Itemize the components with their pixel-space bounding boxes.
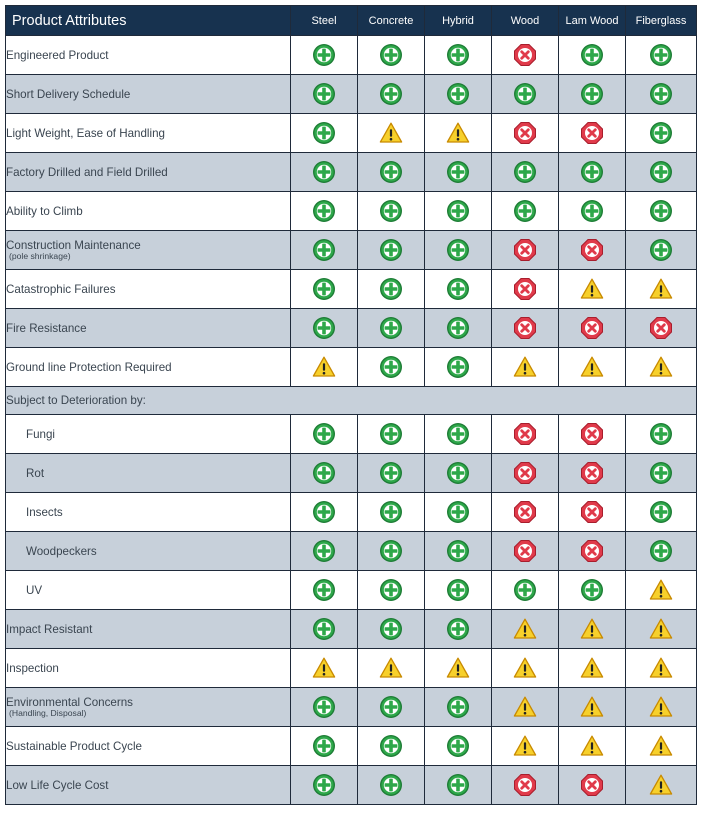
rating-cell-concrete	[358, 36, 425, 75]
rating-cell-lam-wood	[559, 75, 626, 114]
plus-circle-icon	[649, 160, 673, 184]
rating-cell-steel	[291, 727, 358, 766]
plus-circle-icon	[446, 422, 470, 446]
row-label: Ability to Climb	[6, 204, 83, 218]
row-label: Light Weight, Ease of Handling	[6, 126, 165, 140]
rating-cell-lam-wood	[559, 493, 626, 532]
rating-cell-lam-wood	[559, 649, 626, 688]
rating-cell-concrete	[358, 348, 425, 387]
rating-cell-concrete	[358, 75, 425, 114]
rating-cell-concrete	[358, 153, 425, 192]
plus-circle-icon	[580, 578, 604, 602]
rating-cell-hybrid	[425, 114, 492, 153]
plus-circle-icon	[312, 695, 336, 719]
plus-circle-icon	[312, 199, 336, 223]
rating-cell-lam-wood	[559, 610, 626, 649]
row-label-cell	[6, 571, 291, 610]
plus-circle-icon	[379, 734, 403, 758]
rating-cell-fiberglass	[626, 75, 697, 114]
plus-circle-icon	[446, 773, 470, 797]
plus-circle-icon	[513, 199, 537, 223]
rating-cell-steel	[291, 114, 358, 153]
column-header-concrete: Concrete	[358, 6, 425, 36]
plus-circle-icon	[446, 578, 470, 602]
rating-cell-steel	[291, 348, 358, 387]
table-row	[6, 114, 697, 153]
rating-cell-wood	[492, 649, 559, 688]
table-row	[6, 454, 697, 493]
plus-circle-icon	[649, 238, 673, 262]
rating-cell-fiberglass	[626, 688, 697, 727]
x-octagon-icon	[580, 500, 604, 524]
row-label: Impact Resistant	[6, 622, 93, 636]
rating-cell-hybrid	[425, 153, 492, 192]
rating-cell-lam-wood	[559, 36, 626, 75]
rating-cell-wood	[492, 688, 559, 727]
rating-cell-fiberglass	[626, 727, 697, 766]
column-header-wood: Wood	[492, 6, 559, 36]
rating-cell-concrete	[358, 649, 425, 688]
plus-circle-icon	[446, 539, 470, 563]
plus-circle-icon	[446, 316, 470, 340]
plus-circle-icon	[649, 121, 673, 145]
section-row	[6, 387, 697, 415]
rating-cell-wood	[492, 231, 559, 270]
plus-circle-icon	[446, 461, 470, 485]
plus-circle-icon	[312, 43, 336, 67]
rating-cell-lam-wood	[559, 114, 626, 153]
row-label-cell	[6, 532, 291, 571]
rating-cell-hybrid	[425, 454, 492, 493]
plus-circle-icon	[379, 199, 403, 223]
rating-cell-concrete	[358, 192, 425, 231]
table-row	[6, 348, 697, 387]
row-label-cell	[6, 270, 291, 309]
column-header-hybrid: Hybrid	[425, 6, 492, 36]
rating-cell-wood	[492, 610, 559, 649]
rating-cell-fiberglass	[626, 415, 697, 454]
rating-cell-wood	[492, 571, 559, 610]
warning-triangle-icon	[312, 656, 336, 680]
row-label: Environmental Concerns	[6, 696, 133, 709]
plus-circle-icon	[312, 277, 336, 301]
x-octagon-icon	[580, 539, 604, 563]
rating-cell-concrete	[358, 415, 425, 454]
x-octagon-icon	[513, 500, 537, 524]
table-row	[6, 649, 697, 688]
rating-cell-hybrid	[425, 415, 492, 454]
plus-circle-icon	[379, 316, 403, 340]
rating-cell-steel	[291, 192, 358, 231]
plus-circle-icon	[446, 82, 470, 106]
table-row	[6, 36, 697, 75]
warning-triangle-icon	[580, 734, 604, 758]
rating-cell-wood	[492, 727, 559, 766]
rating-cell-steel	[291, 532, 358, 571]
plus-circle-icon	[379, 461, 403, 485]
x-octagon-icon	[513, 461, 537, 485]
rating-cell-concrete	[358, 270, 425, 309]
rating-cell-wood	[492, 192, 559, 231]
rating-cell-hybrid	[425, 36, 492, 75]
rating-cell-steel	[291, 153, 358, 192]
row-label-cell	[6, 75, 291, 114]
warning-triangle-icon	[580, 277, 604, 301]
rating-cell-lam-wood	[559, 532, 626, 571]
rating-cell-steel	[291, 454, 358, 493]
x-octagon-icon	[513, 238, 537, 262]
header-row	[6, 6, 697, 36]
rating-cell-lam-wood	[559, 153, 626, 192]
x-octagon-icon	[580, 238, 604, 262]
x-octagon-icon	[513, 121, 537, 145]
rating-cell-steel	[291, 493, 358, 532]
rating-cell-lam-wood	[559, 766, 626, 805]
warning-triangle-icon	[580, 617, 604, 641]
rating-cell-fiberglass	[626, 36, 697, 75]
table-row	[6, 75, 697, 114]
row-label: Short Delivery Schedule	[6, 87, 131, 101]
rating-cell-hybrid	[425, 231, 492, 270]
plus-circle-icon	[312, 773, 336, 797]
plus-circle-icon	[379, 500, 403, 524]
plus-circle-icon	[312, 121, 336, 145]
warning-triangle-icon	[580, 355, 604, 379]
warning-triangle-icon	[649, 695, 673, 719]
plus-circle-icon	[446, 617, 470, 641]
rating-cell-concrete	[358, 231, 425, 270]
row-label: Fire Resistance	[6, 321, 87, 335]
rating-cell-fiberglass	[626, 454, 697, 493]
plus-circle-icon	[379, 238, 403, 262]
table-row	[6, 571, 697, 610]
row-label-cell	[6, 493, 291, 532]
x-octagon-icon	[580, 773, 604, 797]
rating-cell-wood	[492, 454, 559, 493]
x-octagon-icon	[513, 277, 537, 301]
plus-circle-icon	[580, 160, 604, 184]
plus-circle-icon	[312, 578, 336, 602]
rating-cell-wood	[492, 75, 559, 114]
table-row	[6, 766, 697, 805]
rating-cell-lam-wood	[559, 270, 626, 309]
rating-cell-lam-wood	[559, 454, 626, 493]
rating-cell-hybrid	[425, 727, 492, 766]
x-octagon-icon	[513, 422, 537, 446]
rating-cell-hybrid	[425, 270, 492, 309]
warning-triangle-icon	[312, 355, 336, 379]
row-label: Low Life Cycle Cost	[6, 778, 109, 792]
plus-circle-icon	[379, 82, 403, 106]
table-row	[6, 727, 697, 766]
warning-triangle-icon	[513, 617, 537, 641]
plus-circle-icon	[649, 461, 673, 485]
warning-triangle-icon	[649, 355, 673, 379]
plus-circle-icon	[312, 316, 336, 340]
column-header-lam-wood: Lam Wood	[559, 6, 626, 36]
plus-circle-icon	[649, 199, 673, 223]
rating-cell-fiberglass	[626, 610, 697, 649]
plus-circle-icon	[312, 82, 336, 106]
warning-triangle-icon	[513, 734, 537, 758]
row-label-cell	[6, 348, 291, 387]
warning-triangle-icon	[649, 578, 673, 602]
rating-cell-hybrid	[425, 649, 492, 688]
plus-circle-icon	[379, 539, 403, 563]
row-label-cell	[6, 36, 291, 75]
rating-cell-wood	[492, 270, 559, 309]
plus-circle-icon	[379, 617, 403, 641]
rating-cell-fiberglass	[626, 532, 697, 571]
plus-circle-icon	[580, 199, 604, 223]
rating-cell-fiberglass	[626, 309, 697, 348]
warning-triangle-icon	[649, 773, 673, 797]
x-octagon-icon	[580, 461, 604, 485]
warning-triangle-icon	[513, 355, 537, 379]
rating-cell-wood	[492, 415, 559, 454]
rating-cell-wood	[492, 36, 559, 75]
rating-cell-hybrid	[425, 348, 492, 387]
rating-cell-concrete	[358, 309, 425, 348]
column-header-steel: Steel	[291, 6, 358, 36]
plus-circle-icon	[446, 160, 470, 184]
section-label: Subject to Deterioration by:	[6, 387, 697, 415]
warning-triangle-icon	[513, 656, 537, 680]
row-label: Construction Maintenance	[6, 239, 141, 252]
rating-cell-concrete	[358, 571, 425, 610]
rating-cell-concrete	[358, 493, 425, 532]
plus-circle-icon	[312, 500, 336, 524]
row-label-cell	[6, 153, 291, 192]
rating-cell-wood	[492, 153, 559, 192]
rating-cell-wood	[492, 348, 559, 387]
rating-cell-hybrid	[425, 493, 492, 532]
x-octagon-icon	[513, 43, 537, 67]
row-label: Woodpeckers	[26, 544, 97, 558]
plus-circle-icon	[379, 695, 403, 719]
rating-cell-wood	[492, 493, 559, 532]
warning-triangle-icon	[379, 656, 403, 680]
plus-circle-icon	[446, 695, 470, 719]
rating-cell-hybrid	[425, 192, 492, 231]
plus-circle-icon	[446, 238, 470, 262]
rating-cell-concrete	[358, 532, 425, 571]
warning-triangle-icon	[446, 121, 470, 145]
rating-cell-lam-wood	[559, 348, 626, 387]
rating-cell-lam-wood	[559, 688, 626, 727]
warning-triangle-icon	[649, 734, 673, 758]
rating-cell-concrete	[358, 114, 425, 153]
rating-cell-hybrid	[425, 75, 492, 114]
row-label: Factory Drilled and Field Drilled	[6, 165, 168, 179]
plus-circle-icon	[312, 617, 336, 641]
column-header-fiberglass: Fiberglass	[626, 6, 697, 36]
warning-triangle-icon	[580, 656, 604, 680]
rating-cell-steel	[291, 766, 358, 805]
table-body	[6, 36, 697, 805]
rating-cell-wood	[492, 532, 559, 571]
plus-circle-icon	[649, 500, 673, 524]
row-label-cell	[6, 649, 291, 688]
plus-circle-icon	[446, 734, 470, 758]
warning-triangle-icon	[580, 695, 604, 719]
plus-circle-icon	[513, 160, 537, 184]
row-label-cell	[6, 415, 291, 454]
row-label-cell	[6, 114, 291, 153]
row-label-cell	[6, 610, 291, 649]
table-row	[6, 153, 697, 192]
row-label: Catastrophic Failures	[6, 282, 116, 296]
rating-cell-steel	[291, 309, 358, 348]
plus-circle-icon	[312, 734, 336, 758]
plus-circle-icon	[379, 160, 403, 184]
warning-triangle-icon	[649, 656, 673, 680]
table-row	[6, 309, 697, 348]
rating-cell-steel	[291, 610, 358, 649]
plus-circle-icon	[312, 422, 336, 446]
rating-cell-fiberglass	[626, 192, 697, 231]
plus-circle-icon	[312, 539, 336, 563]
plus-circle-icon	[649, 43, 673, 67]
plus-circle-icon	[513, 578, 537, 602]
row-label: Engineered Product	[6, 48, 109, 62]
rating-cell-concrete	[358, 688, 425, 727]
rating-cell-fiberglass	[626, 231, 697, 270]
plus-circle-icon	[513, 82, 537, 106]
plus-circle-icon	[379, 43, 403, 67]
plus-circle-icon	[379, 422, 403, 446]
plus-circle-icon	[580, 82, 604, 106]
table-row	[6, 192, 697, 231]
warning-triangle-icon	[379, 121, 403, 145]
row-label-cell	[6, 309, 291, 348]
rating-cell-concrete	[358, 766, 425, 805]
x-octagon-icon	[649, 316, 673, 340]
table-row	[6, 231, 697, 270]
rating-cell-steel	[291, 571, 358, 610]
row-label-cell	[6, 231, 291, 270]
rating-cell-steel	[291, 649, 358, 688]
table-row	[6, 688, 697, 727]
x-octagon-icon	[580, 422, 604, 446]
plus-circle-icon	[649, 82, 673, 106]
row-label-cell	[6, 766, 291, 805]
x-octagon-icon	[513, 539, 537, 563]
plus-circle-icon	[649, 539, 673, 563]
plus-circle-icon	[312, 160, 336, 184]
x-octagon-icon	[580, 316, 604, 340]
rating-cell-concrete	[358, 454, 425, 493]
rating-cell-steel	[291, 688, 358, 727]
row-label-cell	[6, 454, 291, 493]
rating-cell-fiberglass	[626, 153, 697, 192]
warning-triangle-icon	[649, 277, 673, 301]
plus-circle-icon	[379, 355, 403, 379]
rating-cell-fiberglass	[626, 649, 697, 688]
rating-cell-fiberglass	[626, 766, 697, 805]
plus-circle-icon	[446, 199, 470, 223]
rating-cell-lam-wood	[559, 727, 626, 766]
x-octagon-icon	[580, 121, 604, 145]
row-label: UV	[26, 583, 43, 597]
rating-cell-steel	[291, 36, 358, 75]
row-label: Fungi	[26, 427, 56, 441]
rating-cell-lam-wood	[559, 231, 626, 270]
row-label: Rot	[26, 466, 45, 480]
row-label-cell	[6, 688, 291, 727]
plus-circle-icon	[446, 43, 470, 67]
rating-cell-hybrid	[425, 532, 492, 571]
plus-circle-icon	[379, 773, 403, 797]
warning-triangle-icon	[649, 617, 673, 641]
plus-circle-icon	[580, 43, 604, 67]
rating-cell-wood	[492, 766, 559, 805]
x-octagon-icon	[513, 773, 537, 797]
row-label: Ground line Protection Required	[6, 360, 172, 374]
rating-cell-wood	[492, 309, 559, 348]
plus-circle-icon	[312, 461, 336, 485]
plus-circle-icon	[446, 277, 470, 301]
attribute-column-header: Product Attributes	[6, 6, 291, 36]
warning-triangle-icon	[513, 695, 537, 719]
table-row	[6, 270, 697, 309]
rating-cell-lam-wood	[559, 571, 626, 610]
plus-circle-icon	[312, 238, 336, 262]
row-label: Sustainable Product Cycle	[6, 739, 142, 753]
rating-cell-lam-wood	[559, 415, 626, 454]
table-row	[6, 610, 697, 649]
product-attributes-table	[5, 5, 697, 805]
rating-cell-hybrid	[425, 688, 492, 727]
table-row	[6, 532, 697, 571]
rating-cell-hybrid	[425, 610, 492, 649]
row-label: Inspection	[6, 661, 59, 675]
x-octagon-icon	[513, 316, 537, 340]
row-label: Insects	[26, 505, 63, 519]
rating-cell-fiberglass	[626, 114, 697, 153]
table-row	[6, 415, 697, 454]
row-note: (Handling, Disposal)	[9, 708, 87, 718]
rating-cell-hybrid	[425, 309, 492, 348]
rating-cell-hybrid	[425, 571, 492, 610]
rating-cell-wood	[492, 114, 559, 153]
plus-circle-icon	[446, 500, 470, 524]
table-row	[6, 493, 697, 532]
rating-cell-lam-wood	[559, 309, 626, 348]
row-label-cell	[6, 192, 291, 231]
plus-circle-icon	[379, 578, 403, 602]
rating-cell-steel	[291, 270, 358, 309]
rating-cell-fiberglass	[626, 270, 697, 309]
rating-cell-concrete	[358, 727, 425, 766]
rating-cell-lam-wood	[559, 192, 626, 231]
warning-triangle-icon	[446, 656, 470, 680]
rating-cell-hybrid	[425, 766, 492, 805]
rating-cell-steel	[291, 415, 358, 454]
rating-cell-fiberglass	[626, 493, 697, 532]
rating-cell-steel	[291, 75, 358, 114]
plus-circle-icon	[379, 277, 403, 301]
rating-cell-concrete	[358, 610, 425, 649]
row-note: (pole shrinkage)	[9, 251, 71, 261]
rating-cell-steel	[291, 231, 358, 270]
rating-cell-fiberglass	[626, 571, 697, 610]
plus-circle-icon	[649, 422, 673, 446]
plus-circle-icon	[446, 355, 470, 379]
row-label-cell	[6, 727, 291, 766]
rating-cell-fiberglass	[626, 348, 697, 387]
